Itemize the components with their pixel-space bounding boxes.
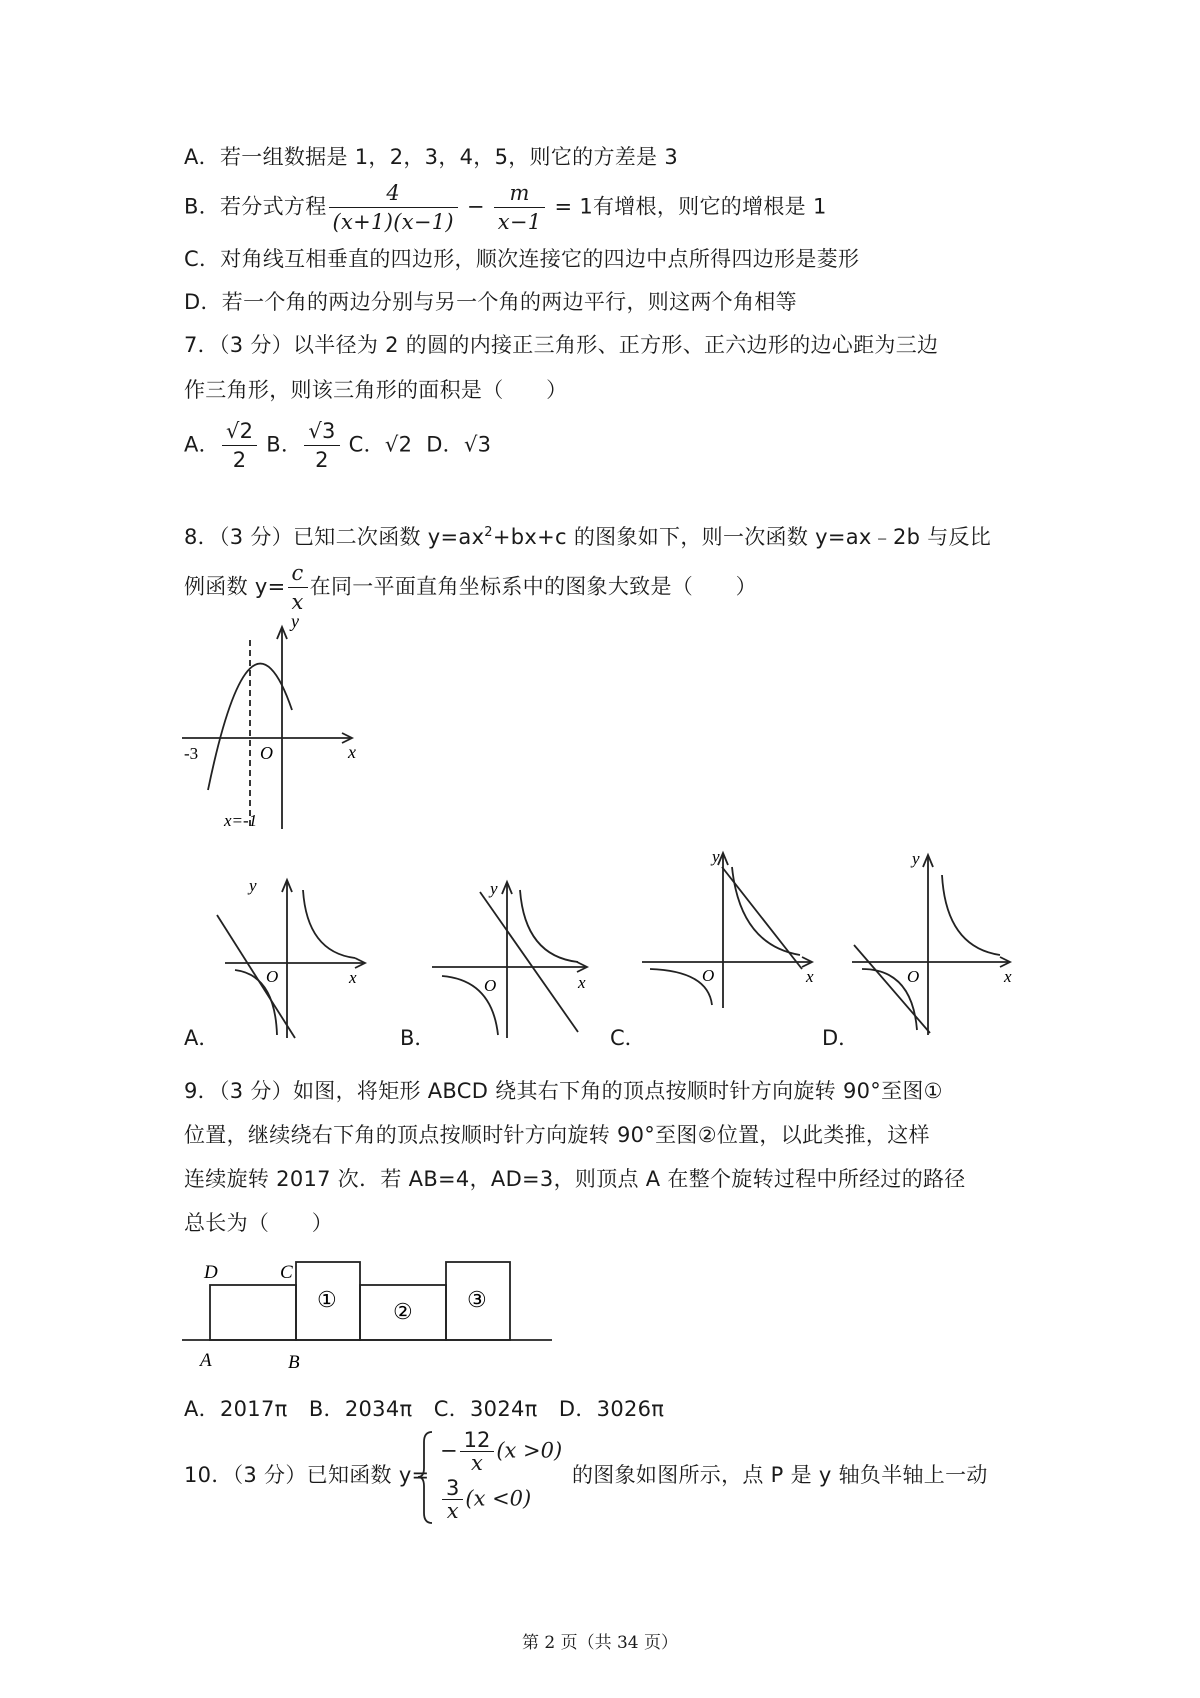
q10-case-1-sign: − (440, 1438, 458, 1463)
line-graph (854, 945, 930, 1033)
q6-b-fraction-1 (329, 180, 458, 235)
hyperbola-branch-q1 (942, 875, 1000, 955)
q9-line-4: 总长为（ ） (184, 1211, 334, 1235)
minus-sign: − (466, 194, 485, 219)
y-axis-label: y (490, 879, 498, 898)
q10-prefix: 10．（3 分）已知函数 y= (184, 1463, 430, 1487)
q10-case-2 (440, 1478, 531, 1521)
q8-line-2-suffix: 在同一平面直角坐标系中的图象大致是（ ） (309, 574, 757, 599)
q6-option-d: D．若一个角的两边分别与另一个角的两边平行，则这两个角相等 (184, 290, 797, 314)
q7-option-d-label: D． (426, 432, 464, 457)
q8-option-c-label: C． (610, 1026, 646, 1050)
fraction-numerator: m (494, 180, 546, 208)
q8-line-2-prefix: 例函数 y= (184, 574, 286, 599)
q10-line-1 (184, 1460, 429, 1490)
x-axis-label: x (806, 967, 814, 986)
x-axis-label: x (578, 973, 586, 992)
q7-line-1: 7．（3 分）以半径为 2 的圆的内接正三角形、正方形、正六边形的边心距为三边 (184, 333, 939, 357)
origin-label: O (484, 976, 497, 995)
line-graph (722, 867, 802, 969)
q10-case-1 (440, 1430, 562, 1473)
origin-label: O (702, 966, 715, 985)
q6-option-a: A．若一组数据是 1，2，3，4，5，则它的方差是 3 (184, 145, 678, 169)
label-position-3: ③ (467, 1287, 487, 1312)
q8-parabola-figure (180, 615, 370, 830)
y-axis-label: y (912, 849, 920, 868)
fraction-denominator: 2 (315, 448, 329, 472)
q7-option-c-value: √2 (384, 432, 413, 457)
fraction-numerator: 12 (460, 1430, 495, 1452)
q9-line-1: 9．（3 分）如图，将矩形 ABCD 绕其右下角的顶点按顺时针方向旋转 90°至图① (184, 1079, 943, 1103)
q8-option-a-graph (215, 870, 370, 1040)
q7-option-a-value (222, 418, 257, 473)
x-axis-label: x (1004, 967, 1012, 986)
page-footer: 第 2 页（共 34 页） (521, 1633, 679, 1653)
y-axis-label: y (291, 615, 299, 631)
q9-line-2: 位置，继续绕右下角的顶点按顺时针方向旋转 90°至图②位置，以此类推，这样 (184, 1123, 930, 1147)
origin-label: O (260, 743, 273, 763)
x-intercept-label: -3 (184, 744, 199, 763)
q6-option-b (184, 180, 827, 235)
fraction-denominator: x (471, 1451, 483, 1475)
fraction-denominator: x (446, 1499, 459, 1523)
origin-label: O (907, 967, 920, 986)
q8-line-2 (184, 560, 757, 615)
q9-line-3: 连续旋转 2017 次．若 AB=4，AD=3，则顶点 A 在整个旋转过程中所经过的路径 (184, 1167, 966, 1191)
line-graph (217, 915, 295, 1038)
q10-case-1-condition: (x >0) (496, 1438, 563, 1463)
left-brace-icon (416, 1430, 436, 1525)
q8-line-1-prefix: 8．（3 分）已知二次函数 y=ax (184, 525, 485, 549)
q8-option-d-label: D． (822, 1026, 860, 1050)
x-axis-label: x (349, 968, 357, 987)
hyperbola-branch-q1 (520, 890, 578, 962)
q9-options: A．2017π B．2034π C．3024π D．3026π (184, 1397, 665, 1421)
origin-label: O (266, 967, 279, 986)
fraction-numerator: √3 (304, 418, 339, 446)
label-a: A (200, 1350, 212, 1370)
label-c: C (280, 1262, 293, 1283)
fraction-numerator: 3 (442, 1478, 463, 1500)
line-graph (480, 892, 578, 1032)
q8-option-b-graph (430, 870, 595, 1040)
q10-suffix: 的图象如图所示，点 P 是 y 轴负半轴上一动 (572, 1463, 988, 1487)
q7-option-b-value (304, 418, 339, 473)
rectangle-abcd (210, 1285, 296, 1340)
q8-option-d-graph (850, 845, 1020, 1040)
q6-option-c: C．对角线互相垂直的四边形，顺次连接它的四边中点所得四边形是菱形 (184, 247, 860, 271)
hyperbola-branch-q1 (303, 890, 355, 958)
q7-options (184, 418, 491, 473)
symmetry-axis-label: x=-1 (224, 811, 258, 830)
q6-b-prefix: B．若分式方程 (184, 194, 327, 219)
fraction-denominator: (x+1)(x−1) (332, 210, 454, 234)
q8-line-1 (184, 518, 991, 552)
label-b: B (288, 1352, 300, 1370)
hyperbola-branch-q1 (732, 867, 800, 955)
q10-case-2-fraction (442, 1478, 463, 1521)
q8-exponent: 2 (484, 525, 493, 540)
x-axis-label: x (348, 742, 356, 762)
fraction-denominator: x−1 (497, 210, 542, 234)
q8-option-a-label: A． (184, 1026, 220, 1050)
q7-line-2: 作三角形，则该三角形的面积是（ ） (184, 378, 568, 402)
q8-line-1-suffix: +bx+c 的图象如下，则一次函数 y=ax﹣2b 与反比 (492, 525, 992, 549)
fraction-numerator: c (288, 560, 308, 588)
label-d: D (204, 1262, 218, 1283)
fraction-numerator: √2 (222, 418, 257, 446)
q6-b-fraction-2 (494, 180, 546, 235)
q7-option-a-label: A． (184, 432, 220, 457)
q8-option-c-graph (640, 845, 820, 1010)
q7-option-d-value: √3 (463, 432, 492, 457)
fraction-denominator: 2 (232, 448, 247, 472)
y-axis-label: y (249, 876, 257, 895)
label-position-1: ① (317, 1287, 337, 1312)
q7-option-c-label: C． (348, 432, 385, 457)
y-axis-label: y (712, 847, 720, 866)
q8-option-b-label: B． (400, 1026, 436, 1050)
q10-brace (416, 1430, 419, 1525)
q10-case-1-fraction (460, 1430, 495, 1473)
q7-option-b-label: B． (266, 432, 303, 457)
q9-rotation-figure (180, 1255, 560, 1370)
label-position-2: ② (393, 1299, 413, 1324)
q8-fraction-c-over-x (288, 560, 308, 615)
q6-b-suffix: = 1有增根，则它的增根是 1 (554, 194, 827, 219)
fraction-numerator: 4 (329, 180, 458, 208)
fraction-denominator: x (291, 590, 304, 614)
q10-case-2-condition: (x <0) (465, 1486, 532, 1511)
